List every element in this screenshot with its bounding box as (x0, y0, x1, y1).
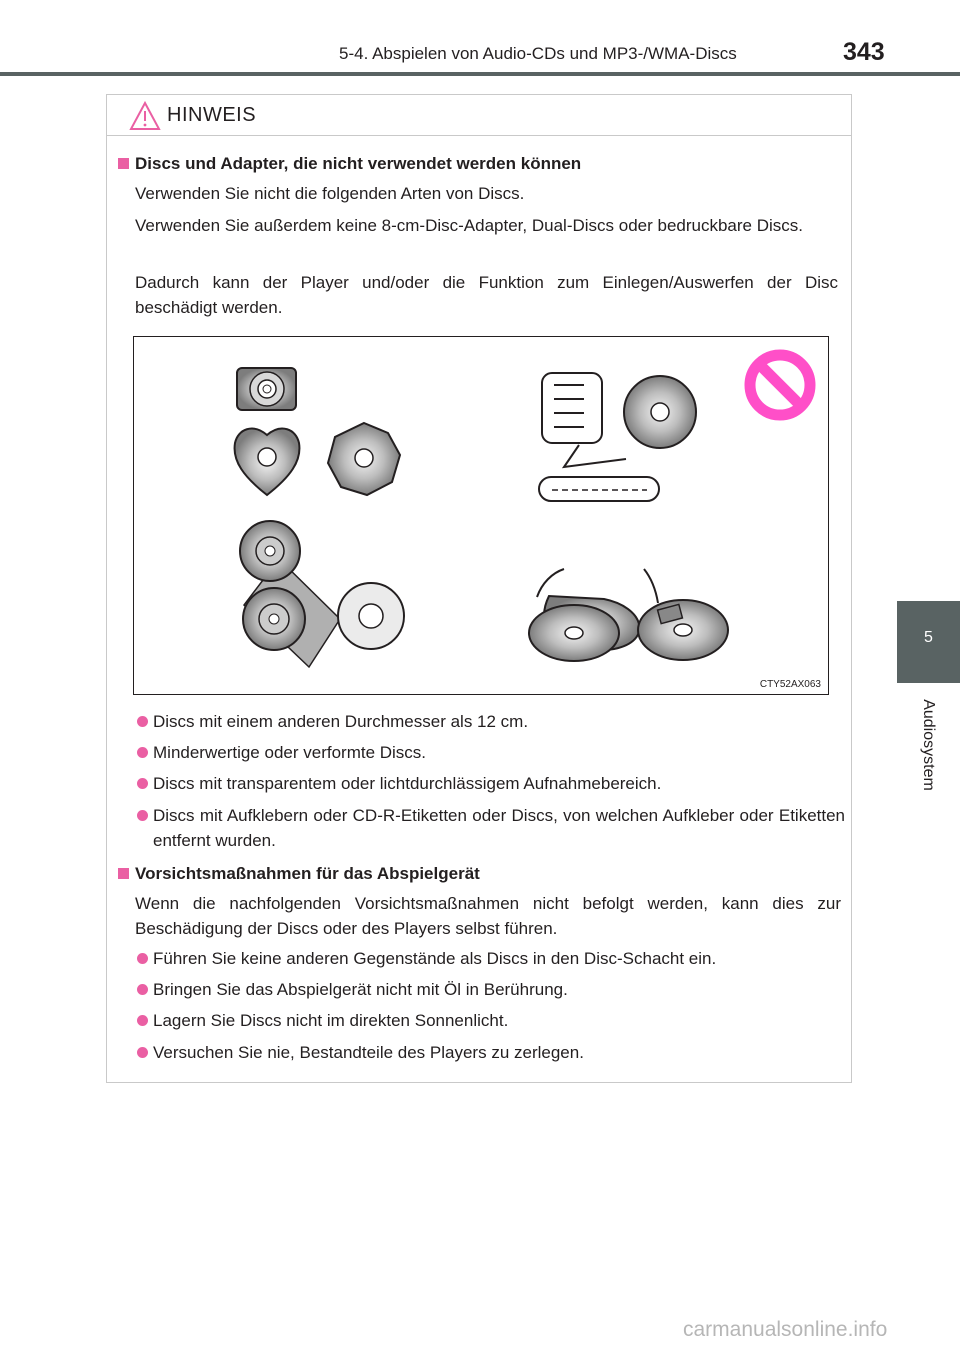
bullet-item: Lagern Sie Discs nicht im direkten Sonnenlicht. (153, 1011, 509, 1030)
polygon-disc (328, 423, 400, 495)
bullet-icon (137, 1015, 148, 1026)
paragraph: Verwenden Sie nicht die folgenden Arten von Discs. (135, 184, 525, 203)
warning-triangle-icon (129, 101, 161, 131)
paragraph: Verwenden Sie außerdem keine 8-cm-Disc-Adapter, Dual-Discs oder bedruckbare Discs. (135, 216, 804, 235)
watermark: carmanualsonline.info (683, 1318, 888, 1341)
paragraph: Dadurch kann der Player und/oder die Funktion zum Einlegen/Auswerfen der Disc beschädigt werden. (135, 273, 838, 317)
notice-header (107, 95, 851, 136)
bullet-item: Minderwertige oder verformte Discs. (153, 743, 427, 762)
bullet-item: Führen Sie keine anderen Gegenstände als Discs in den Disc-Schacht ein. (153, 949, 717, 968)
bullet-icon (137, 953, 148, 964)
warped-disc-diagram (539, 373, 696, 501)
square-disc (237, 368, 296, 410)
section-marker (118, 158, 129, 169)
figure-code: CTY52AX063 (759, 679, 821, 690)
section-heading-precautions: Vorsichtsmaßnahmen für das Abspielgerät (135, 864, 480, 883)
bullet-icon (137, 1047, 148, 1058)
section-heading-discs: Discs und Adapter, die nicht verwendet werden können (135, 154, 582, 173)
section-marker (118, 868, 129, 879)
labeled-disc (529, 569, 639, 661)
header-rule (0, 72, 960, 76)
bullet-icon (137, 778, 148, 789)
bullet-icon (137, 810, 148, 821)
header-section-title: 5-4. Abspielen von Audio-CDs und MP3-/WMA-Discs (339, 44, 737, 63)
bullet-item: Bringen Sie das Abspielgerät nicht mit Öl in Berührung. (153, 980, 568, 999)
chapter-number: 5 (924, 629, 933, 646)
bullet-icon (137, 984, 148, 995)
bullet-item: Discs mit einem anderen Durchmesser als 12 cm. (153, 712, 529, 731)
paragraph: Wenn die nachfolgenden Vorsichtsmaßnahmen nicht befolgt werden, kann dies zur Beschädigung der Discs oder des Players selbst führen. (135, 894, 841, 938)
bullet-icon (137, 747, 148, 758)
notice-title: HINWEIS (167, 104, 257, 126)
disc-with-adapter (240, 521, 404, 667)
chapter-tab (897, 601, 960, 683)
prohibition-icon (750, 355, 810, 415)
bullet-icon (137, 716, 148, 727)
bullet-item: Discs mit Aufklebern oder CD-R-Etiketten oder Discs, von welchen Aufkleber oder Etiketten entfernt wurden. (153, 806, 845, 850)
chapter-label: Audiosystem (920, 699, 937, 791)
heart-disc (235, 429, 300, 495)
discs-illustration (134, 337, 828, 694)
notice-box (106, 94, 852, 1083)
bullet-item: Discs mit transparentem oder lichtdurchlässigem Aufnahmebereich. (153, 774, 662, 793)
bullet-item: Versuchen Sie nie, Bestandteile des Players zu zerlegen. (153, 1043, 584, 1062)
stickered-disc (638, 569, 728, 660)
page-number: 343 (843, 38, 885, 66)
unusable-discs-illustration (133, 336, 829, 695)
